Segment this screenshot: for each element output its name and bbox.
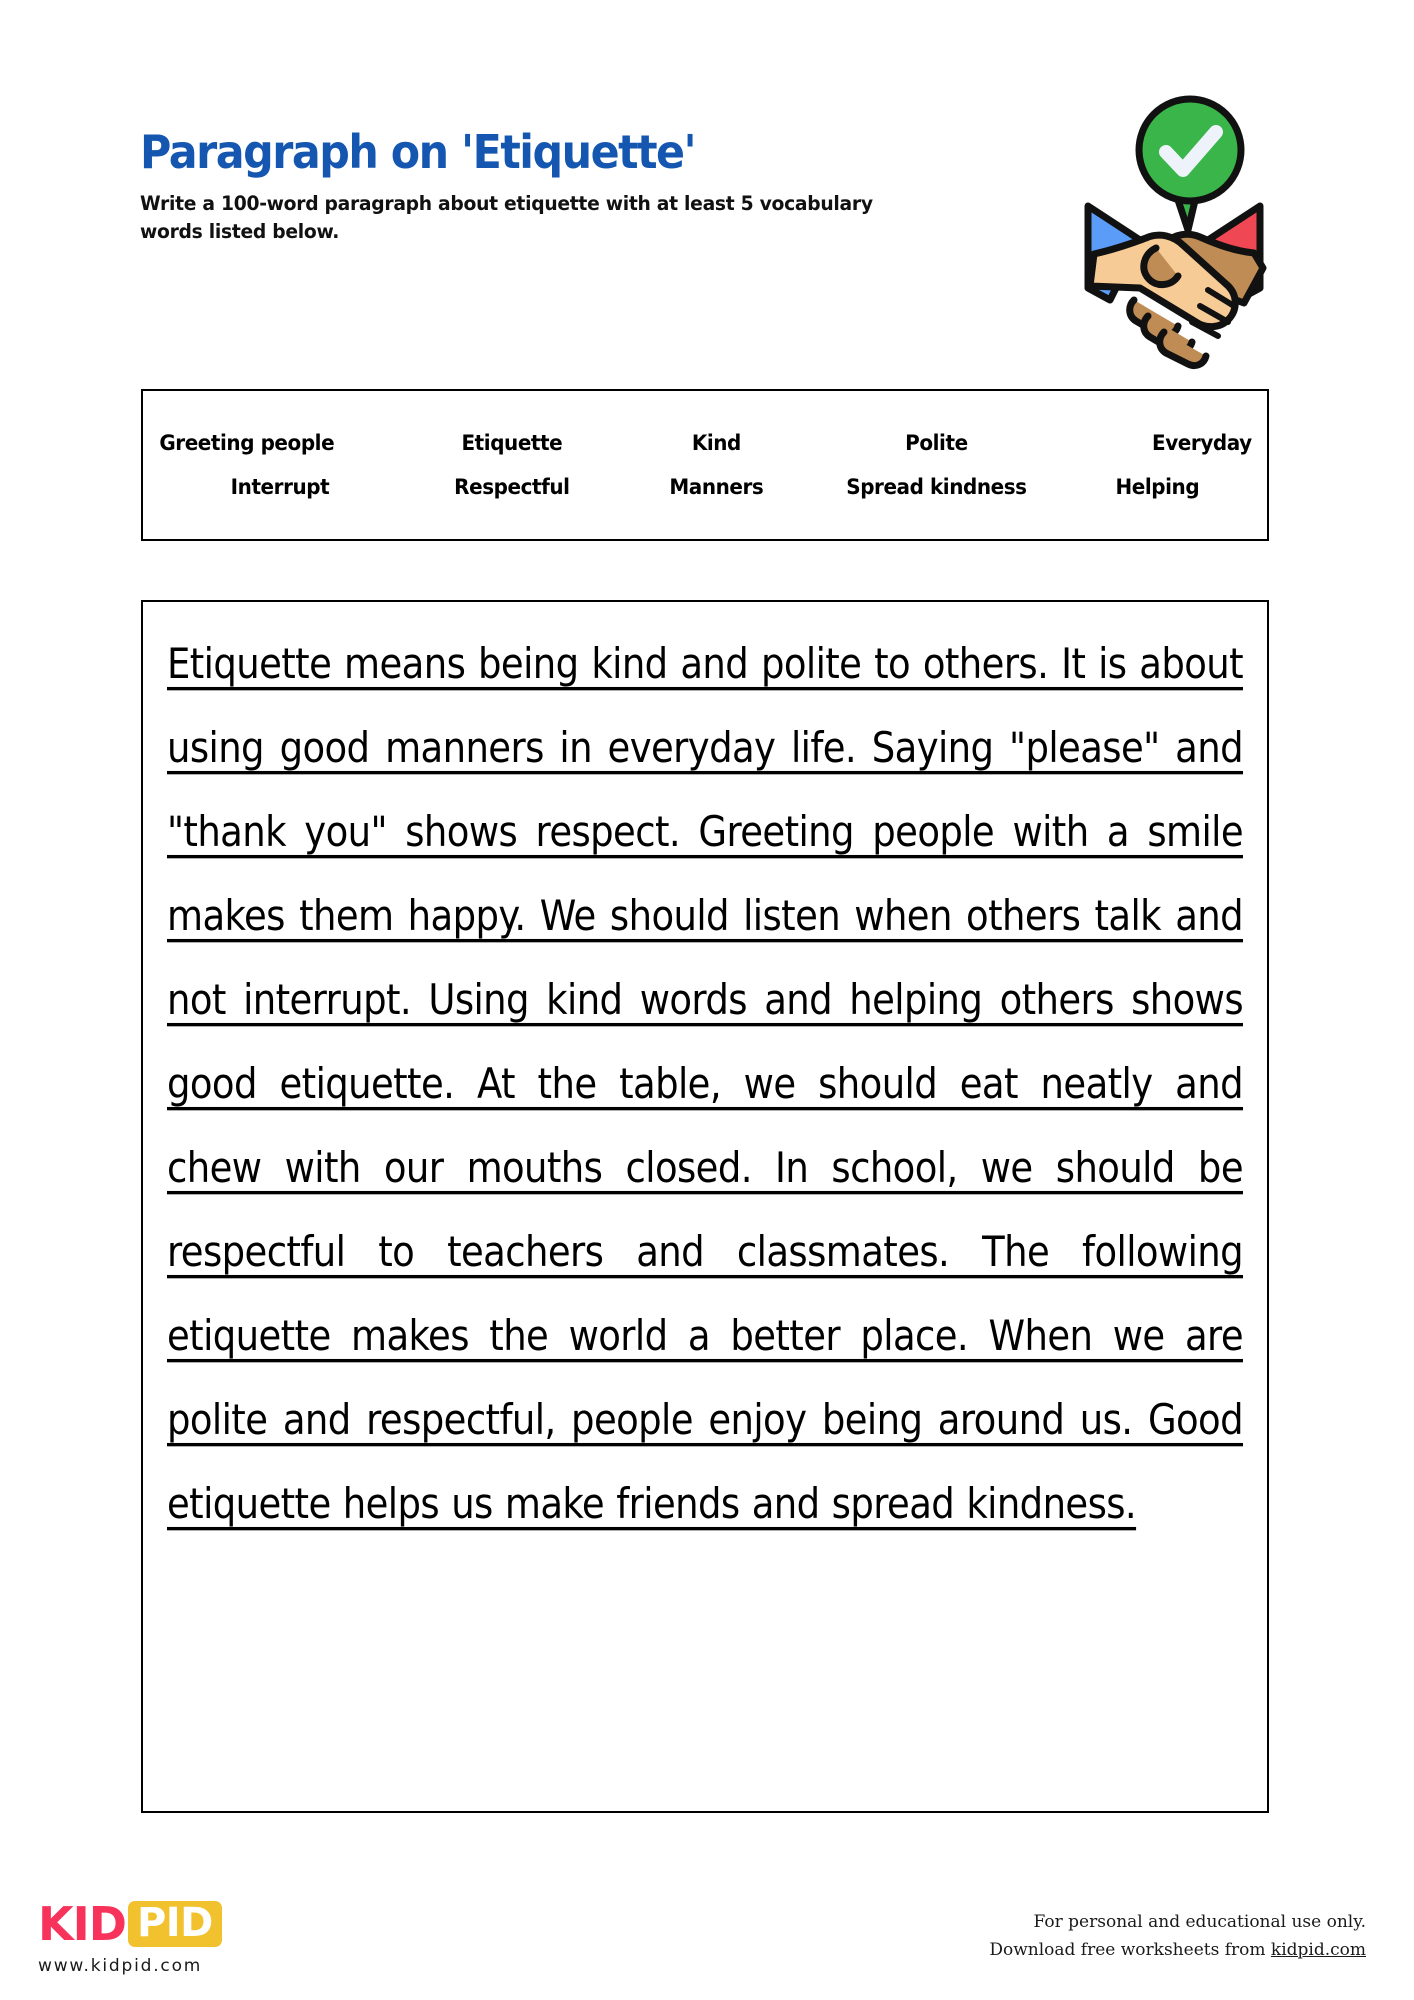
word-bank-cell: Interrupt (230, 475, 330, 499)
word-bank-cell: Polite (905, 431, 969, 455)
logo-wordmark (38, 1898, 258, 1950)
word-bank-row (143, 475, 1267, 499)
word-bank-cell: Etiquette (461, 431, 563, 455)
answer-paragraph-text[interactable]: Etiquette means being kind and polite to others. It is about using good manners in everyday life. Saying "please" and "thank you" shows respect. Greeting people with a smile makes them happy. We should listen when others talk and not interrupt. Using kind words and helping others shows good etiquette. At the table, we should eat neatly and chew with our mouths closed. In school, we should be respectful to teachers and classmates. The following etiquette makes the world a better place. When we are polite and respectful, people enjoy being around us. Good etiquette helps us make friends and spread kindness. (167, 639, 1243, 1529)
logo-kid-text: KID (38, 1897, 126, 1951)
worksheet-instructions: Write a 100-word paragraph about etiquette with at least 5 vocabulary words listed below. (140, 192, 873, 243)
word-bank-row (143, 431, 1267, 455)
handshake-check-icon (1048, 88, 1298, 378)
site-url-text: www.kidpid.com (38, 1956, 203, 1976)
page-title: Paragraph on 'Etiquette' (140, 125, 696, 179)
footer-note-prefix: Download free worksheets from (989, 1940, 1271, 1961)
word-bank-cell: Everyday (1152, 431, 1253, 455)
word-bank-cell: Spread kindness (846, 475, 1027, 499)
answer-writing-area[interactable] (141, 600, 1269, 1813)
logo-pid-text: PID (136, 1900, 213, 1946)
footer-note-line-1: For personal and educational use only. (1033, 1912, 1366, 1932)
footer-note-line-2 (989, 1936, 1366, 1964)
footer-usage-note (989, 1908, 1366, 1964)
logo-pid-badge (128, 1901, 222, 1947)
kidpid-logo (38, 1898, 258, 1976)
vocabulary-word-bank (141, 389, 1269, 541)
worksheet-header (140, 125, 1040, 246)
word-bank-cell: Kind (691, 431, 741, 455)
word-bank-cell: Manners (669, 475, 763, 499)
word-bank-cell: Greeting people (159, 431, 335, 455)
word-bank-cell: Helping (1115, 475, 1200, 499)
word-bank-cell: Respectful (454, 475, 570, 499)
kidpid-link[interactable]: kidpid.com (1270, 1940, 1366, 1961)
